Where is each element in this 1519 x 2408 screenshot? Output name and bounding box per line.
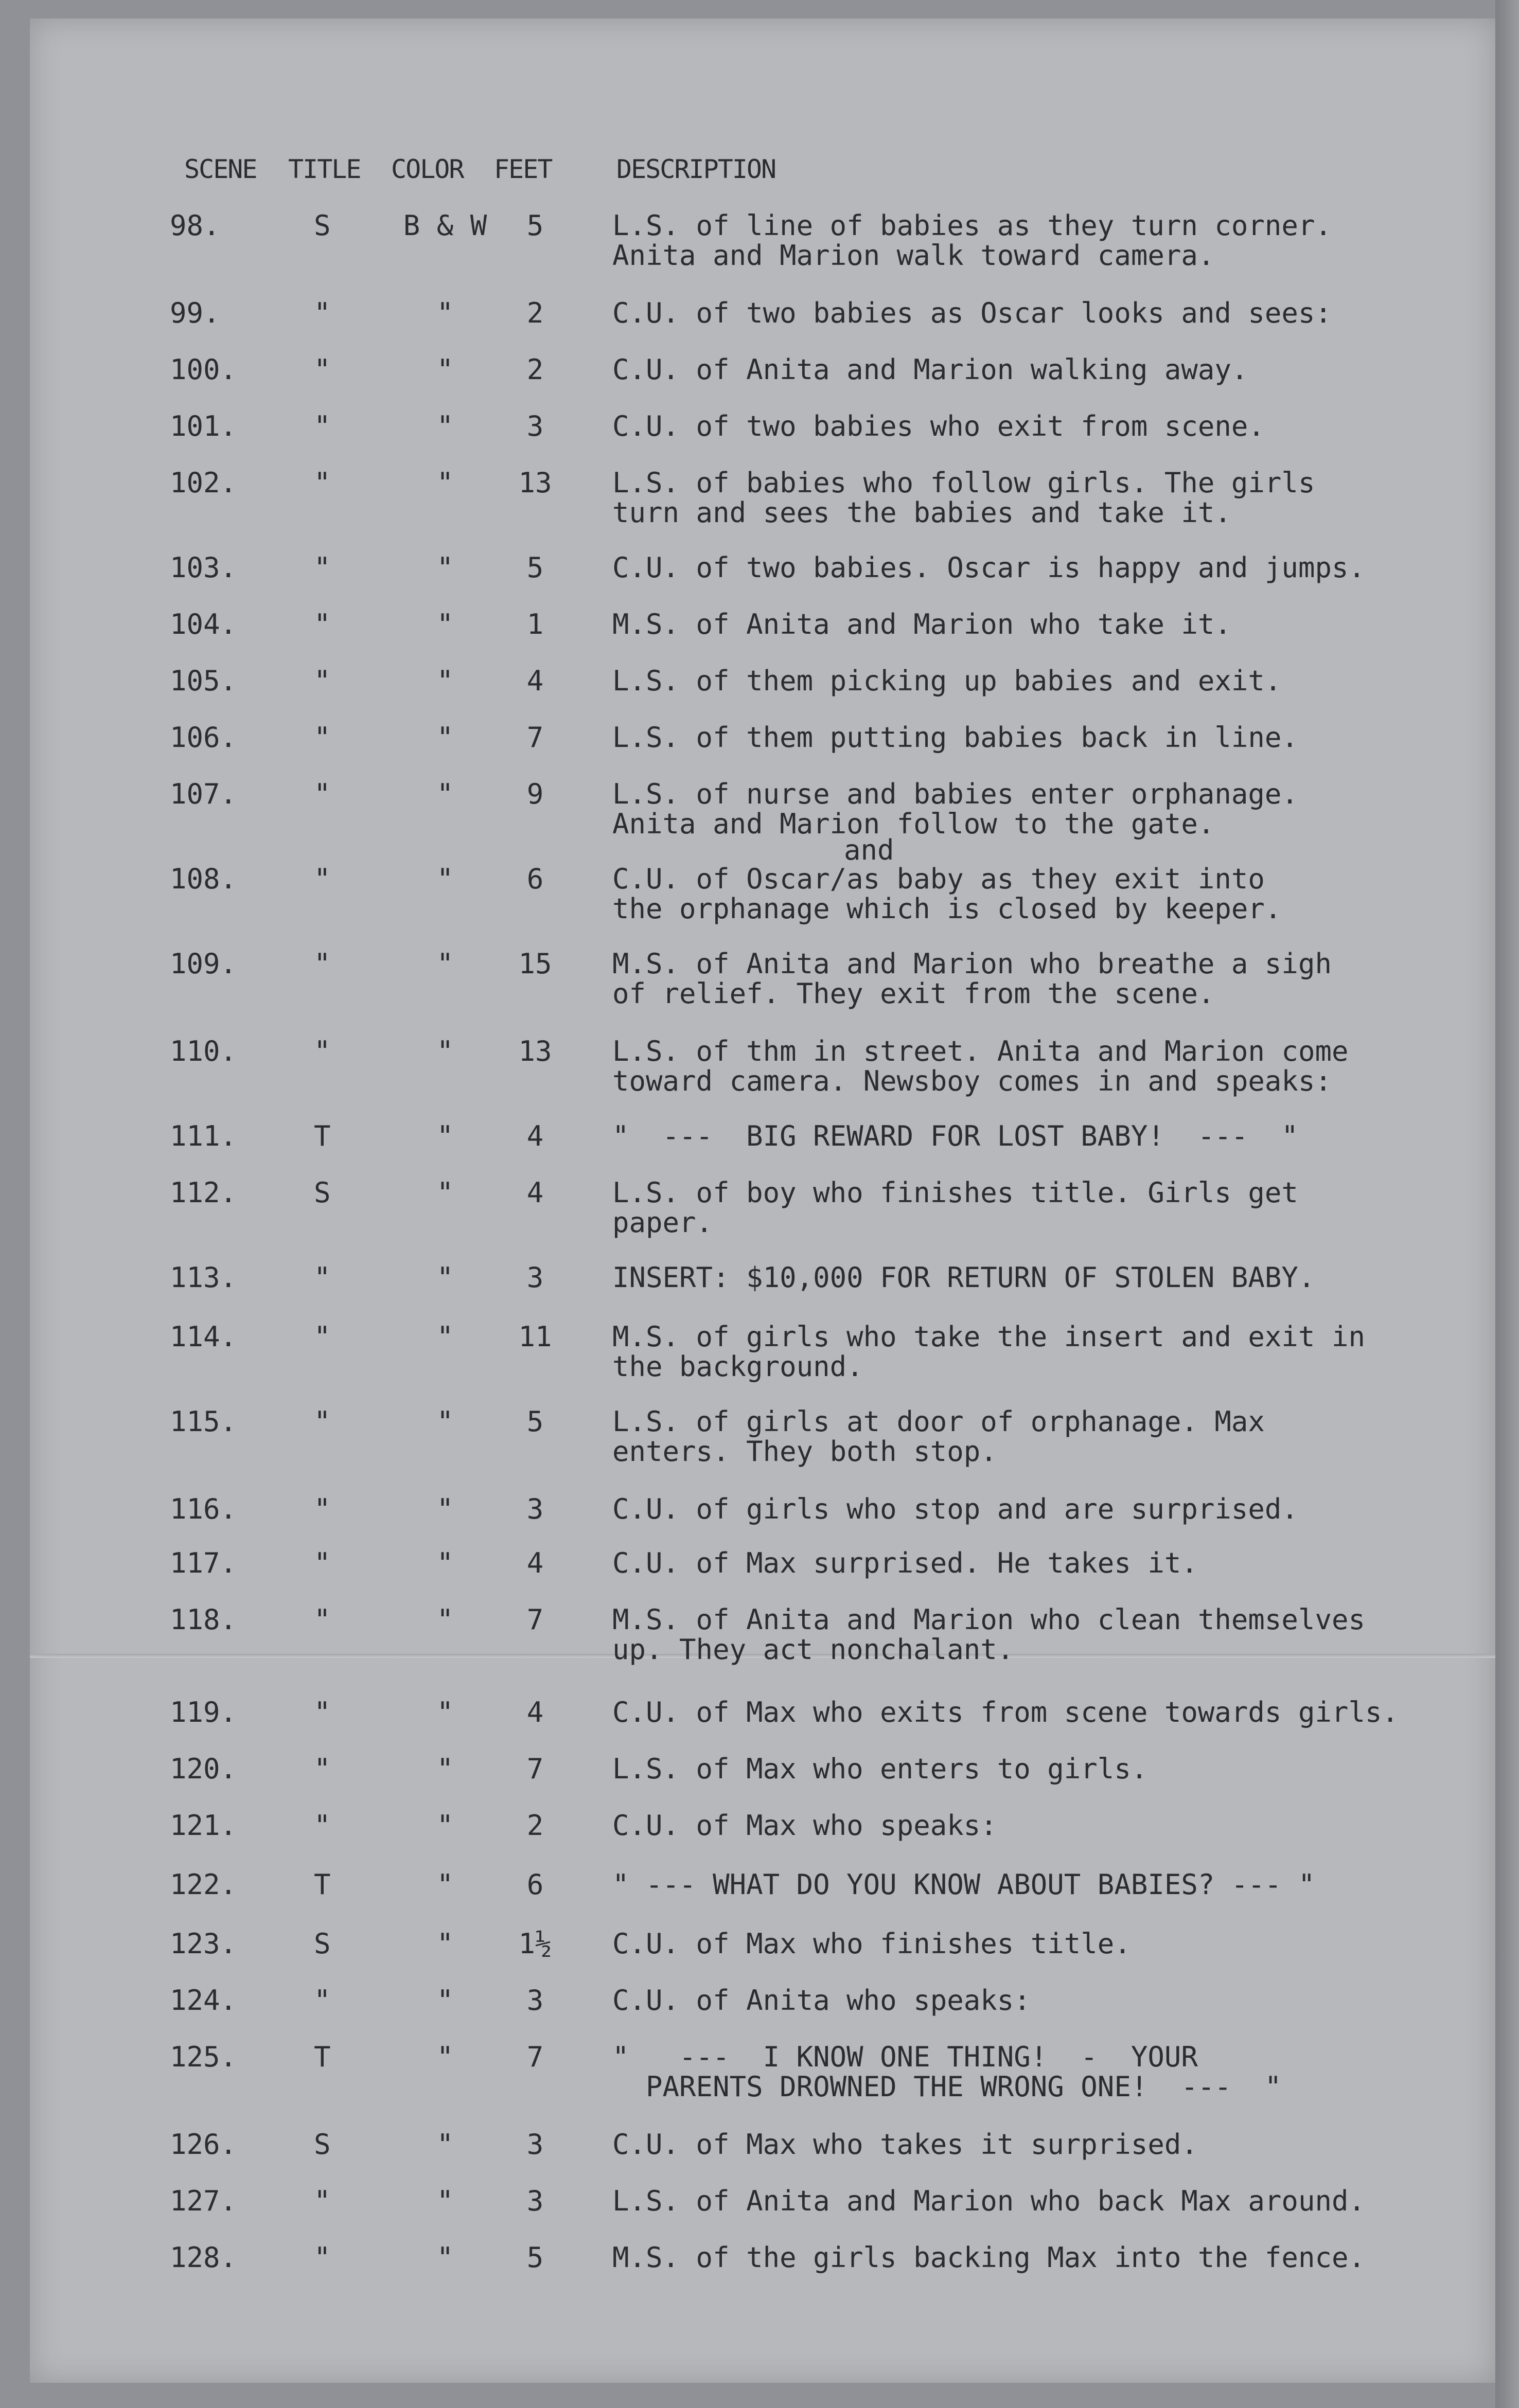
description-line: C.U. of Anita and Marion walking away. bbox=[612, 353, 1248, 386]
title-code: " bbox=[314, 1603, 331, 1636]
description-line: PARENTS DROWNED THE WRONG ONE! --- " bbox=[612, 2071, 1282, 2103]
header-feet: FEET bbox=[494, 154, 552, 184]
title-code: " bbox=[314, 1547, 331, 1579]
feet-count: 13 bbox=[518, 1035, 552, 1067]
feet-count: 2 bbox=[526, 353, 544, 386]
description-line: C.U. of Max who speaks: bbox=[612, 1809, 997, 1842]
title-code: T bbox=[314, 2041, 331, 2073]
description-line: INSERT: $10,000 FOR RETURN OF STOLEN BABY. bbox=[612, 1261, 1315, 1294]
scene-number: 111. bbox=[170, 1120, 237, 1152]
feet-count: 5 bbox=[526, 209, 544, 242]
page-edge bbox=[1495, 0, 1519, 2408]
scene-number: 105. bbox=[170, 665, 237, 697]
description-line: the background. bbox=[612, 1350, 863, 1383]
color-code: " bbox=[436, 1928, 454, 1960]
feet-count: 7 bbox=[526, 721, 544, 754]
description-line: " --- BIG REWARD FOR LOST BABY! --- " bbox=[612, 1120, 1298, 1152]
color-code: " bbox=[436, 1405, 454, 1438]
color-code: " bbox=[436, 1120, 454, 1152]
title-code: " bbox=[314, 467, 331, 499]
scene-number: 106. bbox=[170, 721, 237, 754]
scene-description bbox=[612, 1494, 1298, 1524]
description-line: L.S. of thm in street. Anita and Marion come bbox=[612, 1035, 1349, 1067]
scene-number: 126. bbox=[170, 2128, 237, 2161]
scene-description bbox=[612, 468, 1315, 528]
color-code: " bbox=[436, 467, 454, 499]
scene-number: 109. bbox=[170, 948, 237, 980]
scene-number: 124. bbox=[170, 1984, 237, 2017]
scene-number: 101. bbox=[170, 410, 237, 442]
description-line: C.U. of Anita who speaks: bbox=[612, 1984, 1031, 2017]
color-code: " bbox=[436, 1984, 454, 2017]
description-line: C.U. of two babies who exit from scene. bbox=[612, 410, 1265, 442]
scene-number: 120. bbox=[170, 1753, 237, 1785]
description-line: L.S. of line of babies as they turn corner. bbox=[612, 209, 1332, 242]
description-line: C.U. of Max who exits from scene towards girls. bbox=[612, 1696, 1399, 1728]
description-line: L.S. of Max who enters to girls. bbox=[612, 1753, 1148, 1785]
scene-description bbox=[612, 1407, 1265, 1467]
title-code: S bbox=[314, 2128, 331, 2161]
feet-count: 7 bbox=[526, 1603, 544, 1636]
title-code: S bbox=[314, 209, 331, 242]
description-line: M.S. of Anita and Marion who breathe a sigh bbox=[612, 948, 1332, 980]
scene-number: 100. bbox=[170, 353, 237, 386]
scene-description bbox=[612, 723, 1298, 753]
title-code: " bbox=[314, 1493, 331, 1525]
title-code: " bbox=[314, 721, 331, 754]
scene-number: 117. bbox=[170, 1547, 237, 1579]
description-line: " --- WHAT DO YOU KNOW ABOUT BABIES? --- " bbox=[612, 1868, 1315, 1901]
color-code: " bbox=[436, 2185, 454, 2217]
header-scene: SCENE bbox=[184, 154, 257, 184]
feet-count: 5 bbox=[526, 1405, 544, 1438]
scene-number: 113. bbox=[170, 1261, 237, 1294]
feet-count: 4 bbox=[526, 665, 544, 697]
scene-number: 108. bbox=[170, 863, 237, 895]
scene-description bbox=[612, 2243, 1365, 2273]
description-line: up. They act nonchalant. bbox=[612, 1633, 1014, 1666]
title-code: S bbox=[314, 1176, 331, 1209]
scene-description bbox=[612, 211, 1332, 271]
scene-description bbox=[612, 1322, 1365, 1382]
color-code: " bbox=[436, 2128, 454, 2161]
scene-number: 128. bbox=[170, 2241, 237, 2274]
scene-description bbox=[612, 1263, 1315, 1293]
feet-count: 15 bbox=[518, 948, 552, 980]
color-code: " bbox=[436, 1176, 454, 1209]
color-code: " bbox=[436, 1696, 454, 1728]
scene-description bbox=[612, 1811, 997, 1841]
title-code: " bbox=[314, 863, 331, 895]
scene-number: 112. bbox=[170, 1176, 237, 1209]
description-line: M.S. of Anita and Marion who take it. bbox=[612, 608, 1231, 640]
feet-count: 13 bbox=[518, 467, 552, 499]
title-code: T bbox=[314, 1868, 331, 1901]
feet-count: 6 bbox=[526, 863, 544, 895]
description-line: C.U. of girls who stop and are surprised. bbox=[612, 1493, 1298, 1525]
scene-number: 114. bbox=[170, 1321, 237, 1353]
scene-number: 118. bbox=[170, 1603, 237, 1636]
color-code: " bbox=[436, 1753, 454, 1785]
feet-count: 3 bbox=[526, 1984, 544, 2017]
color-code: " bbox=[436, 1868, 454, 1901]
title-code: " bbox=[314, 665, 331, 697]
scene-description bbox=[612, 1605, 1365, 1665]
description-line: enters. They both stop. bbox=[612, 1435, 997, 1468]
scene-description bbox=[612, 1986, 1031, 2015]
title-code: " bbox=[314, 297, 331, 329]
scene-number: 104. bbox=[170, 608, 237, 640]
scene-number: 121. bbox=[170, 1809, 237, 1842]
description-line: L.S. of boy who finishes title. Girls get bbox=[612, 1176, 1298, 1209]
description-line: paper. bbox=[612, 1206, 713, 1239]
description-line: Anita and Marion walk toward camera. bbox=[612, 239, 1215, 272]
scene-number: 127. bbox=[170, 2185, 237, 2217]
description-line: L.S. of Anita and Marion who back Max around. bbox=[612, 2185, 1365, 2217]
description-line: of relief. They exit from the scene. bbox=[612, 977, 1215, 1010]
feet-count: 3 bbox=[526, 410, 544, 442]
header-title: TITLE bbox=[288, 154, 361, 184]
color-code: " bbox=[436, 665, 454, 697]
title-code: " bbox=[314, 353, 331, 386]
title-code: " bbox=[314, 410, 331, 442]
feet-count: 2 bbox=[526, 1809, 544, 1842]
description-line: turn and sees the babies and take it. bbox=[612, 496, 1231, 529]
description-line: L.S. of them picking up babies and exit. bbox=[612, 665, 1282, 697]
scene-number: 102. bbox=[170, 467, 237, 499]
color-code: " bbox=[436, 948, 454, 980]
feet-count: 6 bbox=[526, 1868, 544, 1901]
scene-description bbox=[612, 2186, 1365, 2216]
scene-description bbox=[612, 1178, 1298, 1238]
feet-count: 3 bbox=[526, 1261, 544, 1294]
scene-number: 103. bbox=[170, 551, 237, 584]
title-code: " bbox=[314, 1035, 331, 1067]
scene-description bbox=[612, 412, 1265, 441]
scene-number: 107. bbox=[170, 778, 237, 810]
feet-count: 5 bbox=[526, 2241, 544, 2274]
title-code: " bbox=[314, 1809, 331, 1842]
color-code: " bbox=[436, 1035, 454, 1067]
feet-count: 4 bbox=[526, 1547, 544, 1579]
scene-number: 122. bbox=[170, 1868, 237, 1901]
scene-number: 99. bbox=[170, 297, 220, 329]
scene-description bbox=[612, 1037, 1348, 1096]
header-color: COLOR bbox=[391, 154, 464, 184]
title-code: " bbox=[314, 1321, 331, 1353]
scene-description bbox=[612, 355, 1248, 385]
feet-count: 7 bbox=[526, 2041, 544, 2073]
title-code: " bbox=[314, 1261, 331, 1294]
scene-number: 116. bbox=[170, 1493, 237, 1525]
description-line: C.U. of Max surprised. He takes it. bbox=[612, 1547, 1198, 1579]
title-code: " bbox=[314, 1753, 331, 1785]
title-code: " bbox=[314, 551, 331, 584]
feet-count: 1 bbox=[526, 608, 544, 640]
feet-count: 4 bbox=[526, 1696, 544, 1728]
scene-description bbox=[612, 1548, 1198, 1578]
scene-description bbox=[612, 298, 1332, 328]
description-line: C.U. of two babies as Oscar looks and sees: bbox=[612, 297, 1332, 329]
feet-count: 3 bbox=[526, 1493, 544, 1525]
color-code: " bbox=[436, 2041, 454, 2073]
description-line: L.S. of babies who follow girls. The girls bbox=[612, 467, 1315, 499]
color-code: " bbox=[436, 1493, 454, 1525]
color-code: " bbox=[436, 1547, 454, 1579]
handwritten-insert: and bbox=[844, 834, 894, 866]
header-description: DESCRIPTION bbox=[616, 154, 776, 184]
description-line: L.S. of nurse and babies enter orphanage. bbox=[612, 778, 1298, 810]
description-line: toward camera. Newsboy comes in and speaks: bbox=[612, 1065, 1332, 1097]
title-code: " bbox=[314, 1405, 331, 1438]
scene-description bbox=[612, 779, 1298, 839]
scene-description bbox=[612, 2042, 1281, 2102]
feet-count: 1½ bbox=[518, 1928, 552, 1960]
scene-description bbox=[612, 949, 1332, 1009]
color-code: " bbox=[436, 297, 454, 329]
description-line: C.U. of Max who finishes title. bbox=[612, 1928, 1131, 1960]
color-code: " bbox=[436, 721, 454, 754]
color-code: " bbox=[436, 863, 454, 895]
scene-description bbox=[612, 2130, 1198, 2160]
description-line: M.S. of girls who take the insert and exit in bbox=[612, 1321, 1365, 1353]
feet-count: 4 bbox=[526, 1176, 544, 1209]
scene-description bbox=[612, 610, 1231, 639]
color-code: " bbox=[436, 1809, 454, 1842]
feet-count: 2 bbox=[526, 297, 544, 329]
scene-number: 98. bbox=[170, 209, 220, 242]
description-line: L.S. of them putting babies back in line. bbox=[612, 721, 1298, 754]
scene-number: 110. bbox=[170, 1035, 237, 1067]
scene-description bbox=[612, 666, 1281, 696]
scene-number: 119. bbox=[170, 1696, 237, 1728]
scene-number: 125. bbox=[170, 2041, 237, 2073]
scene-description bbox=[612, 1870, 1315, 1900]
color-code: " bbox=[436, 551, 454, 584]
feet-count: 11 bbox=[518, 1321, 552, 1353]
title-code: " bbox=[314, 948, 331, 980]
color-code: " bbox=[436, 353, 454, 386]
scene-number: 123. bbox=[170, 1928, 237, 1960]
feet-count: 9 bbox=[526, 778, 544, 810]
feet-count: 4 bbox=[526, 1120, 544, 1152]
description-line: the orphanage which is closed by keeper. bbox=[612, 893, 1282, 925]
color-code: " bbox=[436, 608, 454, 640]
scene-description bbox=[612, 1929, 1131, 1959]
description-line: M.S. of the girls backing Max into the fence. bbox=[612, 2241, 1365, 2274]
title-code: " bbox=[314, 1696, 331, 1728]
color-code: " bbox=[436, 2241, 454, 2274]
scene-description bbox=[612, 1754, 1147, 1784]
title-code: " bbox=[314, 2185, 331, 2217]
title-code: S bbox=[314, 1928, 331, 1960]
description-line: " --- I KNOW ONE THING! - YOUR bbox=[612, 2041, 1198, 2073]
color-code: B & W bbox=[403, 209, 487, 242]
feet-count: 3 bbox=[526, 2128, 544, 2161]
color-code: " bbox=[436, 778, 454, 810]
color-code: " bbox=[436, 1261, 454, 1294]
description-line: M.S. of Anita and Marion who clean themselves bbox=[612, 1603, 1365, 1636]
color-code: " bbox=[436, 1321, 454, 1353]
description-line: Anita and Marion follow to the gate. bbox=[612, 808, 1215, 840]
description-line: C.U. of Max who takes it surprised. bbox=[612, 2128, 1198, 2161]
title-code: " bbox=[314, 608, 331, 640]
scene-description bbox=[612, 1121, 1298, 1151]
description-line: C.U. of two babies. Oscar is happy and jumps. bbox=[612, 551, 1365, 584]
feet-count: 5 bbox=[526, 551, 544, 584]
title-code: T bbox=[314, 1120, 331, 1152]
title-code: " bbox=[314, 1984, 331, 2017]
scene-description bbox=[612, 1698, 1399, 1727]
feet-count: 7 bbox=[526, 1753, 544, 1785]
title-code: " bbox=[314, 2241, 331, 2274]
feet-count: 3 bbox=[526, 2185, 544, 2217]
scene-description bbox=[612, 864, 1281, 924]
description-line: L.S. of girls at door of orphanage. Max bbox=[612, 1405, 1265, 1438]
scene-number: 115. bbox=[170, 1405, 237, 1438]
description-line: C.U. of Oscar/as baby as they exit into bbox=[612, 863, 1265, 895]
scene-description bbox=[612, 553, 1365, 583]
title-code: " bbox=[314, 778, 331, 810]
color-code: " bbox=[436, 1603, 454, 1636]
color-code: " bbox=[436, 410, 454, 442]
